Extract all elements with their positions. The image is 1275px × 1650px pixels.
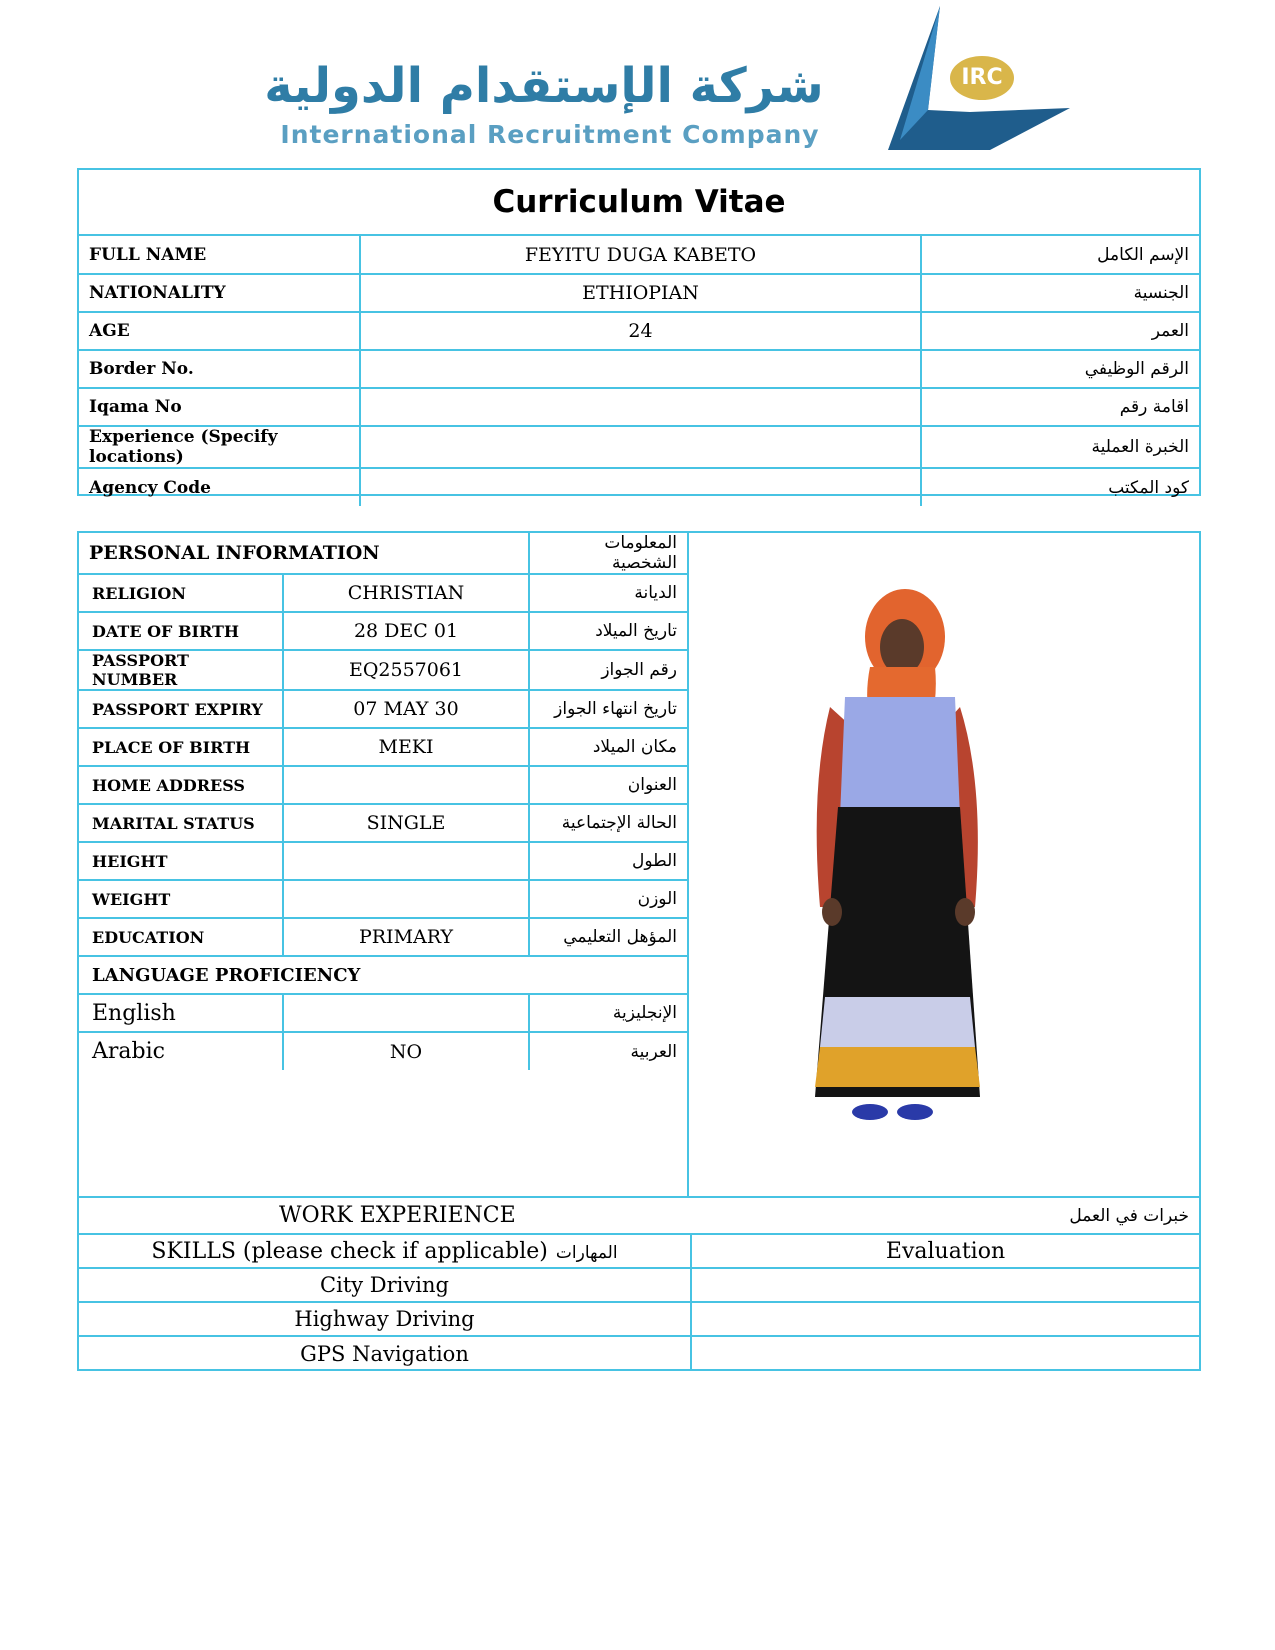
language-proficiency-title: LANGUAGE PROFICIENCY bbox=[79, 956, 687, 994]
field-label-arabic: الجنسية bbox=[921, 274, 1199, 312]
logo-badge: IRC bbox=[950, 56, 1014, 100]
company-name-arabic: شركة الإستقدام الدولية bbox=[264, 58, 824, 114]
field-label-arabic: الرقم الوظيفي bbox=[921, 350, 1199, 388]
field-value-iqama-no bbox=[360, 388, 921, 426]
table-row bbox=[79, 842, 687, 880]
table-row bbox=[79, 880, 687, 918]
field-label: PASSPORT NUMBER bbox=[79, 650, 283, 690]
work-experience-title-arabic: خبرات في العمل bbox=[691, 1198, 1199, 1234]
language-label-arabic: العربية bbox=[529, 1032, 687, 1070]
cv-summary-table bbox=[77, 168, 1201, 496]
section-header bbox=[79, 533, 687, 574]
field-label-arabic: العمر bbox=[921, 312, 1199, 350]
field-label: FULL NAME bbox=[79, 236, 360, 274]
table-row bbox=[79, 574, 687, 612]
skill-evaluation bbox=[691, 1336, 1199, 1370]
field-value-agency-code bbox=[360, 468, 921, 506]
field-label: MARITAL STATUS bbox=[79, 804, 283, 842]
table-row bbox=[79, 690, 687, 728]
field-label: HOME ADDRESS bbox=[79, 766, 283, 804]
field-label-arabic: الحالة الإجتماعية bbox=[529, 804, 687, 842]
field-value-border-no bbox=[360, 350, 921, 388]
table-row bbox=[79, 274, 1199, 312]
field-value-marital-status: SINGLE bbox=[283, 804, 529, 842]
skill-evaluation bbox=[691, 1302, 1199, 1336]
field-value-experience bbox=[360, 426, 921, 468]
table-row bbox=[79, 728, 687, 766]
table-row bbox=[79, 350, 1199, 388]
field-label-arabic: تاريخ الميلاد bbox=[529, 612, 687, 650]
candidate-photo bbox=[790, 577, 990, 1157]
field-label: Iqama No bbox=[79, 388, 360, 426]
work-experience-title: WORK EXPERIENCE bbox=[79, 1198, 691, 1234]
language-value-arabic: NO bbox=[283, 1032, 529, 1070]
table-row bbox=[79, 918, 687, 956]
field-label-arabic: كود المكتب bbox=[921, 468, 1199, 506]
field-value-passport-number: EQ2557061 bbox=[283, 650, 529, 690]
section-title: PERSONAL INFORMATION bbox=[79, 533, 529, 574]
field-label: RELIGION bbox=[79, 574, 283, 612]
field-value-place-of-birth: MEKI bbox=[283, 728, 529, 766]
table-row bbox=[79, 650, 687, 690]
company-name-english: International Recruitment Company bbox=[280, 120, 820, 149]
table-row bbox=[79, 468, 1199, 506]
field-label: Experience (Specify locations) bbox=[79, 426, 360, 468]
page-title: Curriculum Vitae bbox=[79, 170, 1199, 236]
skills-header bbox=[79, 1234, 691, 1268]
language-label-arabic: الإنجليزية bbox=[529, 994, 687, 1032]
table-row bbox=[79, 388, 1199, 426]
table-row bbox=[79, 766, 687, 804]
table-row bbox=[79, 612, 687, 650]
skill-name: City Driving bbox=[79, 1268, 691, 1302]
field-value-religion: CHRISTIAN bbox=[283, 574, 529, 612]
field-value-home-address bbox=[283, 766, 529, 804]
field-value-full-name: FEYITU DUGA KABETO bbox=[360, 236, 921, 274]
field-label: Border No. bbox=[79, 350, 360, 388]
table-row bbox=[79, 1336, 1199, 1370]
field-label-arabic: الخبرة العملية bbox=[921, 426, 1199, 468]
section-header bbox=[79, 956, 687, 994]
field-label: PASSPORT EXPIRY bbox=[79, 690, 283, 728]
field-label-arabic: مكان الميلاد bbox=[529, 728, 687, 766]
field-label: PLACE OF BIRTH bbox=[79, 728, 283, 766]
skill-name: GPS Navigation bbox=[79, 1336, 691, 1370]
field-label-arabic: تاريخ انتهاء الجواز bbox=[529, 690, 687, 728]
section-title-arabic: المعلومات الشخصية bbox=[529, 533, 687, 574]
skill-evaluation bbox=[691, 1268, 1199, 1302]
field-value-age: 24 bbox=[360, 312, 921, 350]
skill-name: Highway Driving bbox=[79, 1302, 691, 1336]
company-logo bbox=[230, 0, 1090, 165]
language-label: English bbox=[79, 994, 283, 1032]
table-row bbox=[79, 236, 1199, 274]
table-row bbox=[79, 312, 1199, 350]
field-label: HEIGHT bbox=[79, 842, 283, 880]
field-value-nationality: ETHIOPIAN bbox=[360, 274, 921, 312]
table-row bbox=[79, 1302, 1199, 1336]
evaluation-header: Evaluation bbox=[691, 1234, 1199, 1268]
field-label-arabic: العنوان bbox=[529, 766, 687, 804]
field-label-arabic: الديانة bbox=[529, 574, 687, 612]
field-label: EDUCATION bbox=[79, 918, 283, 956]
section-header bbox=[79, 1198, 1199, 1234]
table-row bbox=[79, 994, 687, 1032]
field-value-education: PRIMARY bbox=[283, 918, 529, 956]
field-value-passport-expiry: 07 MAY 30 bbox=[283, 690, 529, 728]
personal-information-table bbox=[77, 531, 689, 1198]
field-label: Agency Code bbox=[79, 468, 360, 506]
skills-header-arabic: المهارات bbox=[555, 1242, 618, 1263]
skills-header-label: SKILLS (please check if applicable) bbox=[151, 1238, 548, 1264]
field-label-arabic: الإسم الكامل bbox=[921, 236, 1199, 274]
field-label: AGE bbox=[79, 312, 360, 350]
field-label: NATIONALITY bbox=[79, 274, 360, 312]
field-value-height bbox=[283, 842, 529, 880]
field-label: DATE OF BIRTH bbox=[79, 612, 283, 650]
table-row bbox=[79, 1032, 687, 1070]
field-value-weight bbox=[283, 880, 529, 918]
field-label-arabic: رقم الجواز bbox=[529, 650, 687, 690]
table-row bbox=[79, 1268, 1199, 1302]
language-label: Arabic bbox=[79, 1032, 283, 1070]
table-row bbox=[79, 804, 687, 842]
table-row bbox=[79, 426, 1199, 468]
field-label: WEIGHT bbox=[79, 880, 283, 918]
field-label-arabic: الطول bbox=[529, 842, 687, 880]
field-value-date-of-birth: 28 DEC 01 bbox=[283, 612, 529, 650]
field-label-arabic: اقامة رقم bbox=[921, 388, 1199, 426]
language-value-english bbox=[283, 994, 529, 1032]
field-label-arabic: الوزن bbox=[529, 880, 687, 918]
field-label-arabic: المؤهل التعليمي bbox=[529, 918, 687, 956]
work-experience-table bbox=[77, 1196, 1201, 1371]
skills-header-row bbox=[79, 1234, 1199, 1268]
